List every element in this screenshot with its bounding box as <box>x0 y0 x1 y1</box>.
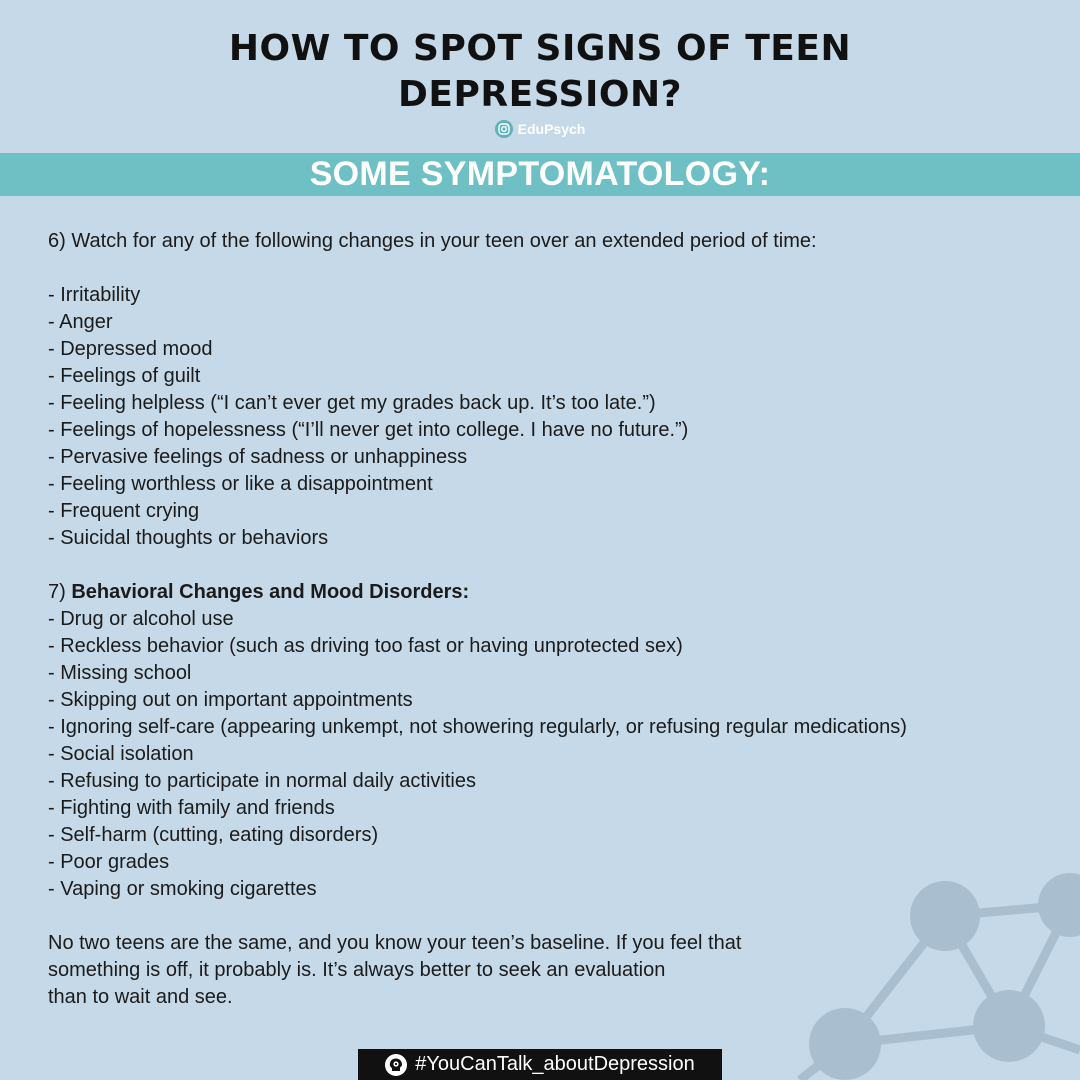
hashtag-banner[interactable] <box>358 1049 722 1080</box>
list-item: - Feeling helpless (“I can’t ever get my grades back up. It’s too late.”) <box>48 392 656 414</box>
list-item: - Skipping out on important appointments <box>48 689 413 711</box>
list-item: - Pervasive feelings of sadness or unhappiness <box>48 446 468 468</box>
closing-line-3: than to wait and see. <box>48 986 233 1008</box>
title-line-1: HOW TO SPOT SIGNS OF TEEN <box>228 28 852 69</box>
list-item: - Feelings of hopelessness (“I’ll never get into college. I have no future.”) <box>48 419 689 441</box>
hashtag-label: #YouCanTalk_aboutDepression <box>415 1053 695 1075</box>
title-line-2: DEPRESSION? <box>398 74 682 115</box>
section-6-intro: 6) Watch for any of the following changes in your teen over an extended period of time: <box>48 230 817 252</box>
handle-label: EduPsych <box>517 121 586 137</box>
list-item: - Fighting with family and friends <box>48 797 335 819</box>
page-title <box>0 26 1080 118</box>
section-banner: SOME SYMPTOMATOLOGY: <box>0 153 1080 196</box>
list-item: - Reckless behavior (such as driving too fast or having unprotected sex) <box>48 635 683 657</box>
list-item: - Feeling worthless or like a disappointment <box>48 473 433 495</box>
list-item: - Anger <box>48 311 113 333</box>
list-item: - Refusing to participate in normal daily activities <box>48 770 476 792</box>
list-item: - Poor grades <box>48 851 170 873</box>
section-7-list <box>48 606 1048 903</box>
list-item: - Drug or alcohol use <box>48 608 234 630</box>
list-item: - Vaping or smoking cigarettes <box>48 878 317 900</box>
list-item: - Irritability <box>48 284 141 306</box>
list-item: - Feelings of guilt <box>48 365 201 387</box>
closing-line-1: No two teens are the same, and you know your teen’s baseline. If you feel that <box>48 932 742 954</box>
section-7-heading: Behavioral Changes and Mood Disorders: <box>71 581 470 603</box>
account-handle[interactable] <box>0 118 1080 140</box>
section-7-heading-line <box>48 579 1048 606</box>
list-item: - Depressed mood <box>48 338 213 360</box>
closing-line-2: something is off, it probably is. It’s always better to seek an evaluation <box>48 959 666 981</box>
list-item: - Frequent crying <box>48 500 200 522</box>
list-item: - Ignoring self-care (appearing unkempt, not showering regularly, or refusing regular medications) <box>48 716 907 738</box>
section-6-list <box>48 282 1048 552</box>
instagram-icon <box>495 120 513 138</box>
section-7-number: 7) <box>48 581 72 603</box>
list-item: - Suicidal thoughts or behaviors <box>48 527 329 549</box>
head-brain-icon <box>385 1054 407 1076</box>
list-item: - Self-harm (cutting, eating disorders) <box>48 824 379 846</box>
list-item: - Social isolation <box>48 743 194 765</box>
molecule-network-decoration <box>780 860 1080 1080</box>
list-item: - Missing school <box>48 662 192 684</box>
